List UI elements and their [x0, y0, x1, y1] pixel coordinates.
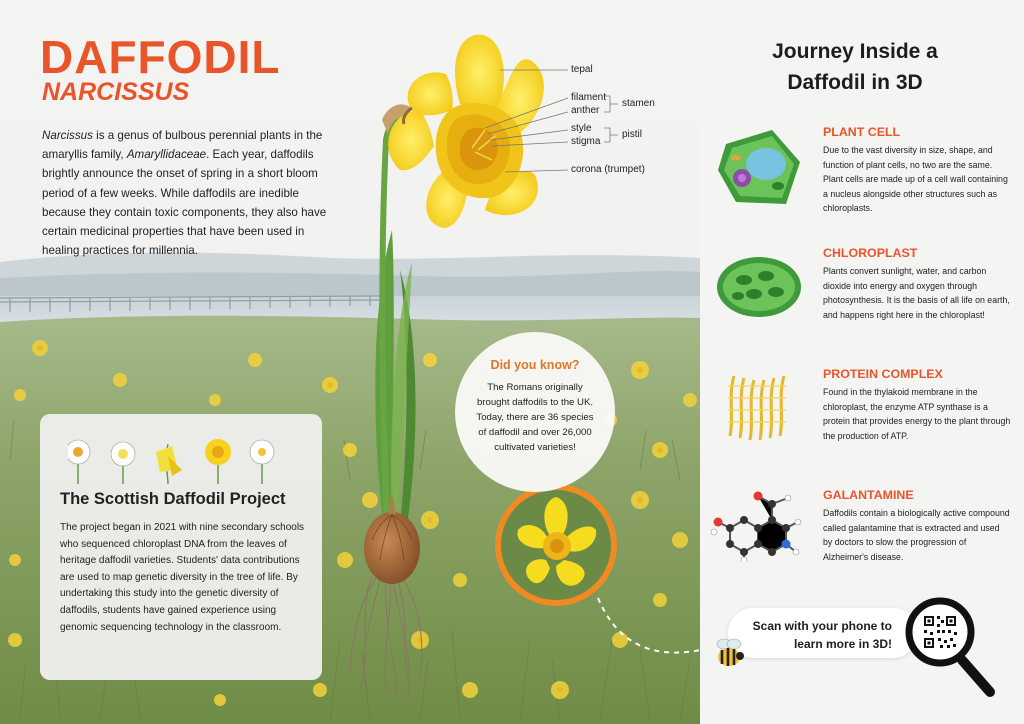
label-pistil: pistil: [622, 129, 643, 140]
page-title: DAFFODIL: [40, 31, 281, 83]
galantamine-title: GALANTAMINE: [823, 488, 914, 502]
chloroplast-title: CHLOROPLAST: [823, 246, 918, 260]
project-body: The project began in 2021 with nine secondary schools who sequenced chloroplast DNA from the leaves of heritage daffodil varieties. Students' data contributions are used to map genetic diversity in the tree of life. By undertaking this study into the genetic diversity of daffodils, students have gained experience using genomic sequencing technology in the classroom.: [60, 522, 305, 633]
project-title: The Scottish Daffodil Project: [60, 490, 286, 508]
bee-icon: [712, 636, 748, 672]
molecule-icon: [710, 482, 806, 562]
label-stigma: stigma: [571, 136, 601, 147]
label-anther: anther: [571, 105, 600, 116]
page-subtitle: NARCISSUS: [42, 78, 190, 106]
did-you-know-body: The Romans originally brought daffodils to the UK. Today, there are 36 species of daffodil and over 26,000 cultivated varieties!: [476, 382, 594, 453]
project-box: [40, 414, 322, 680]
label-stamen: stamen: [622, 98, 655, 109]
did-you-know-title: Did you know?: [490, 358, 580, 372]
protein-complex-title: PROTEIN COMPLEX: [823, 367, 943, 381]
label-filament: filament: [571, 92, 607, 103]
intro-text: Narcissus is a genus of bulbous perennial plants in the amaryllis family, Amaryllidaceae. Each year, daffodils brightly announce the onset of spring in a short bloom period of a few weeks. While daffodils are inedible because they contain toxic components, they also have certain medicinal properties that have been used in healing practices for millennia.: [42, 129, 327, 258]
label-style: style: [571, 123, 592, 134]
scan-text[interactable]: Scan with your phone to learn more in 3D!: [752, 619, 892, 651]
chloroplast-body: Plants convert sunlight, water, and carbon dioxide into energy and oxygen through photosynthesis. It is the basis of all life on earth, and happens right here in the chloroplast!: [823, 266, 1010, 320]
label-tepal: tepal: [571, 64, 593, 75]
protein-complex-body: Found in the thylakoid membrane in the chloroplast, the enzyme ATP synthase is a protein that provides energy to the plant through the production of ATP.: [823, 387, 1011, 441]
plant-cell-title: PLANT CELL: [823, 125, 901, 139]
chloroplast-icon: [714, 252, 804, 322]
daffodil-varieties-icon: [68, 430, 288, 486]
galantamine-body: Daffodils contain a biologically active compound called galantamine that is extracted and used by doctors to slow the progression of Alzheimer's disease.: [823, 508, 1010, 562]
plant-cell-icon: [712, 122, 808, 212]
label-corona: corona (trumpet): [571, 164, 645, 175]
did-you-know-bubble: [455, 332, 615, 492]
protein-complex-icon: [720, 366, 800, 446]
magnifier-qr-icon[interactable]: [902, 596, 998, 700]
plant-cell-body: Due to the vast diversity in size, shape, and function of plant cells, no two are the same. Plant cells are made up of a cell wall containing a nucleus alongside other structures such as chloroplasts.: [823, 145, 1008, 214]
journey-title: Journey Inside a Daffodil in 3D: [772, 40, 938, 94]
